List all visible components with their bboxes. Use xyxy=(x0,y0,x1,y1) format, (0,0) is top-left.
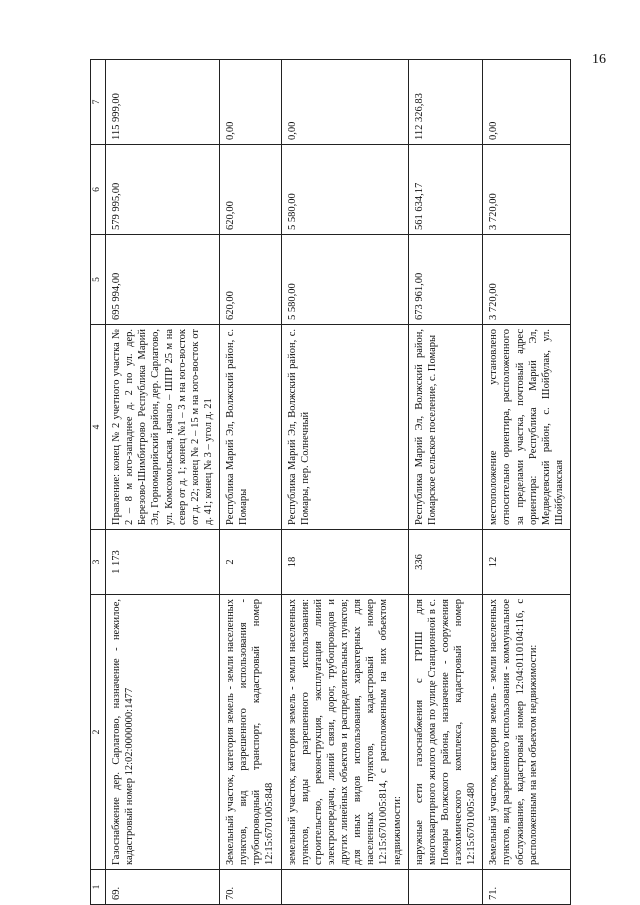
value-col6: 561 634,17 xyxy=(408,145,483,235)
table-row xyxy=(106,60,220,905)
value-col7: 0,00 xyxy=(483,60,571,145)
quantity: 2 xyxy=(220,530,282,595)
header-cell-1: 1 xyxy=(91,870,106,905)
object-description: наружные сети газоснабжения с ГРПШ для многоквартирного жилого дома по улице Станционной в с. Помары Волжского района, назначение - сооружения газохимического комплекса, кадастровый номер 12:15:6701005:480 xyxy=(408,595,483,870)
location: местоположение установлено относительно ориентира, расположенного за пределами участка, почтовый адрес ориентира: Республика Марий Эл, Медведевский район, с. Шойбулак, ул. Шойбулакская xyxy=(483,325,571,530)
quantity: 12 xyxy=(483,530,571,595)
table-row xyxy=(220,60,282,905)
value-col5: 695 994,00 xyxy=(106,235,220,325)
header-cell-4: 4 xyxy=(91,325,106,530)
quantity: 1 173 xyxy=(106,530,220,595)
value-col7: 112 326,83 xyxy=(408,60,483,145)
value-col6: 3 720,00 xyxy=(483,145,571,235)
value-col5: 673 961,00 xyxy=(408,235,483,325)
header-cell-2: 2 xyxy=(91,595,106,870)
table-row xyxy=(483,60,571,905)
object-description: Земельный участок, категория земель - земли населенных пунктов, вид разрешенного использования - трубопроводный транспорт, кадастровый номер 12:15:6701005:848 xyxy=(220,595,282,870)
table-row xyxy=(408,60,483,905)
quantity: 18 xyxy=(281,530,408,595)
header-cell-3: 3 xyxy=(91,530,106,595)
page-number: 16 xyxy=(592,52,606,67)
rotated-table-wrapper xyxy=(90,60,610,905)
header-row xyxy=(91,60,106,905)
location: Республика Марий Эл, Волжский район, Помарское сельское поселение, с. Помары xyxy=(408,325,483,530)
value-col6: 5 580,00 xyxy=(281,145,408,235)
location: Республика Марий Эл, Волжский район, с. Помары, пер. Солнечный xyxy=(281,325,408,530)
row-number xyxy=(408,870,483,905)
object-description: Газоснабжение дер. Сарлатово, назначение - нежилое, кадастровый номер 12:02:0000000:1477 xyxy=(106,595,220,870)
header-cell-6: 6 xyxy=(91,145,106,235)
location: Правление: конец № 2 учетного участка № 2 – 8 м юго-западнее д. 2 по ул. дер. Березово-Шимбитрово Республика Марий Эл, Горномарийский район, дер. Сарлатово, ул. Комсомольская, начало – ШПР 25 м на север от д. 1; конец №1 – 3 м на юго-восток от д. 22; конец № 2 – 15 м на юго-восток от д. 41; конец № 3 – угол д. 21 xyxy=(106,325,220,530)
header-cell-5: 5 xyxy=(91,235,106,325)
value-col7: 0,00 xyxy=(220,60,282,145)
value-col5: 3 720,00 xyxy=(483,235,571,325)
value-col5: 620,00 xyxy=(220,235,282,325)
value-col7: 115 999,00 xyxy=(106,60,220,145)
object-description: Земельный участок, категория земель - земли населенных пунктов, вид разрешенного использования - коммунальное обслуживание, кадастровый номер 12:04:0110104:116, с расположенным на нем объектом недвижимости: xyxy=(483,595,571,870)
value-col7: 0,00 xyxy=(281,60,408,145)
location: Республика Марий Эл, Волжский район, с. Помары xyxy=(220,325,282,530)
value-col6: 620,00 xyxy=(220,145,282,235)
row-number xyxy=(281,870,408,905)
quantity: 336 xyxy=(408,530,483,595)
row-number: 69. xyxy=(106,870,220,905)
row-number: 71. xyxy=(483,870,571,905)
object-description: земельный участок, категория земель - земли населенных пунктов, виды разрешенного использования: строительство, реконструкция, эксплуатация линий электропередачи, линий связи, дорог, трубопроводов и других линейных объектов и распределительных пунктов; для иных видов использования, характерных для населенных пунктов, кадастровый номер 12:15:6701005:814, с расположенным на них объектом недвижимости: xyxy=(281,595,408,870)
header-cell-7: 7 xyxy=(91,60,106,145)
value-col6: 579 995,00 xyxy=(106,145,220,235)
row-number: 70. xyxy=(220,870,282,905)
property-table xyxy=(90,59,571,905)
table-row xyxy=(281,60,408,905)
value-col5: 5 580,00 xyxy=(281,235,408,325)
